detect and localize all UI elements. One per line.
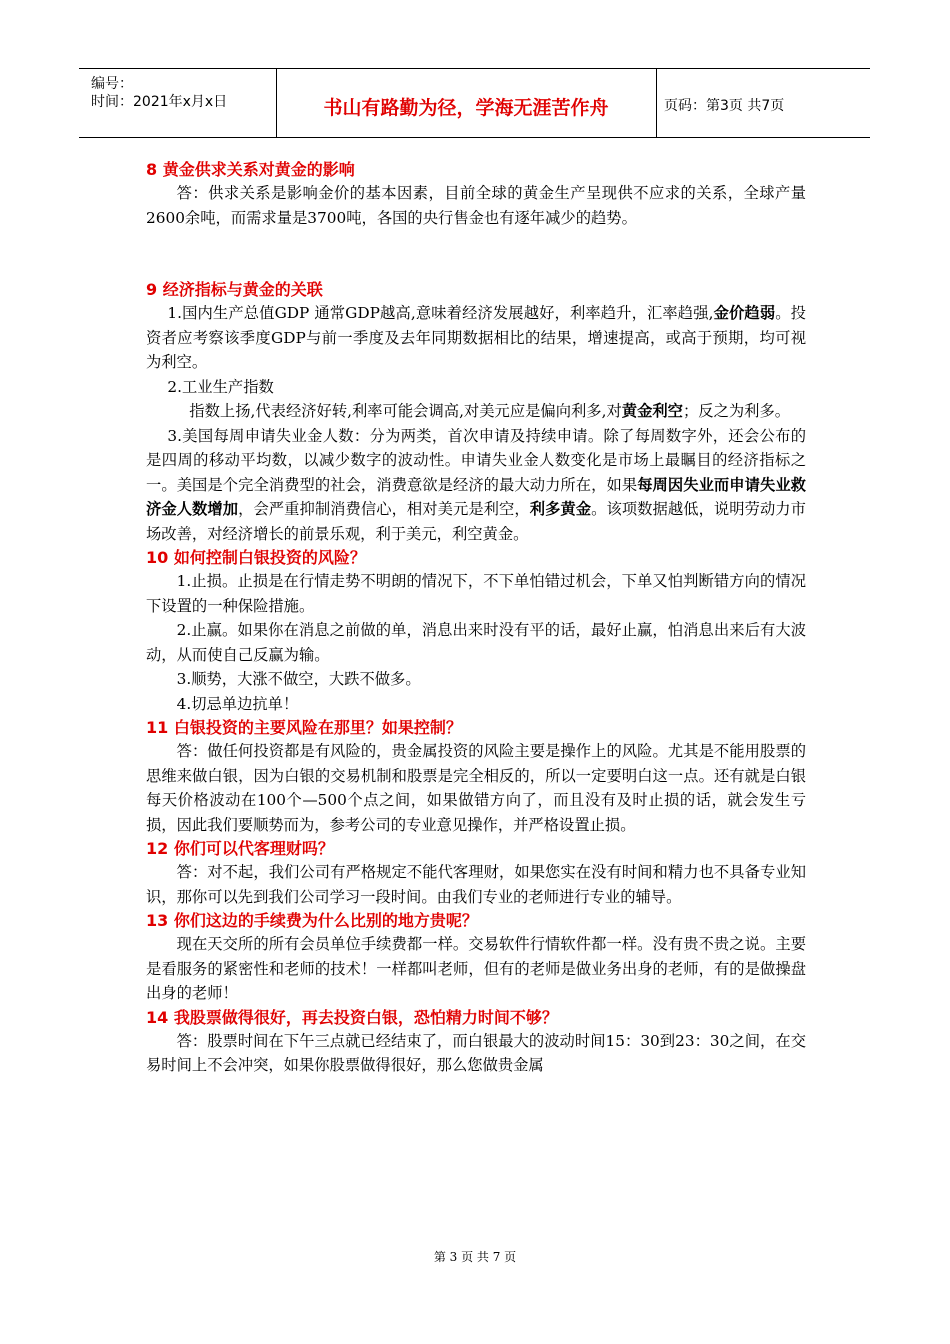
bold-run: 金价趋弱 [713, 304, 776, 322]
section-9-title: 9 经济指标与黄金的关联 [146, 280, 323, 299]
section-11-title: 11 白银投资的主要风险在那里？如果控制？ [146, 718, 462, 737]
spacer [146, 230, 806, 278]
section-11-answer: 答：做任何投资都是有风险的，贵金属投资的风险主要是操作上的风险。尤其是不能用股票的思维来做白银，因为白银的交易机制和股票是完全相反的，所以一定要明白这一点。还有就是白银每天价格波动在100个—500个点之间，如果做错方向了，而且没有及时止损的话，就会发生亏损，因此我们要顺势而为，参考公司的专业意见操作，并严格设置止损。 [146, 742, 806, 834]
text-run: ，会严重抑制消费信心，相对美元是利空， [238, 500, 530, 518]
section-13-answer: 现在天交所的所有会员单位手续费都一样。交易软件行情软件都一样。没有贵不贵之说。主要是看服务的紧密性和老师的技术！一样都叫老师，但有的老师是做业务出身的老师，有的是做操盘出身的老师！ [146, 935, 806, 1002]
bold-run: 黄金利空 [621, 402, 683, 420]
section-9-item-2-detail [146, 399, 806, 424]
section-14-title: 14 我股票做得很好，再去投资白银，恐怕精力时间不够？ [146, 1007, 558, 1027]
section-8-answer: 答：供求关系是影响金价的基本因素，目前全球的黄金生产呈现供不应求的关系，全球产量2600余吨，而需求量是3700吨，各国的央行售金也有逐年减少的趋势。 [146, 184, 806, 227]
header-motto-cell [276, 69, 657, 137]
section-10-title: 10 如何控制白银投资的风险？ [146, 548, 366, 567]
section-8-title: 8 黄金供求关系对黄金的影响 [146, 160, 355, 179]
section-12-title: 12 你们可以代客理财吗？ [146, 839, 334, 858]
section-9-item-2: 2.工业生产指数 [167, 377, 274, 396]
section-12-answer: 答：对不起，我们公司有严格规定不能代客理财，如果您实在没有时间和精力也不具备专业知识，那你可以先到我们公司学习一段时间。由我们专业的老师进行专业的辅导。 [146, 863, 806, 906]
section-9-item-1 [146, 301, 806, 375]
bold-run: 利多黄金 [529, 500, 592, 518]
section-10-item-2: 2.止赢。如果你在消息之前做的单，消息出来时没有平的话，最好止赢，怕消息出来后有大波动，从而使自己反赢为输。 [146, 621, 806, 664]
text-run: 。该项数据越低，说明劳动力市场改善，对经济增长的前景乐观，利于美元，利空黄金。 [146, 500, 806, 543]
section-10-item-1: 1.止损。止损是在行情走势不明朗的情况下，不下单怕错过机会，下单又怕判断错方向的情况下设置的一种保险措施。 [146, 572, 806, 615]
section-9-item-3 [146, 424, 806, 547]
text-run: ；反之为利多。 [682, 402, 791, 420]
page-header [79, 68, 870, 138]
time-label: 时间：2021年x月x日 [91, 94, 228, 110]
page-info: 页码：第3页 共7页 [664, 98, 785, 114]
text-run: 指数上扬,代表经济好转,利率可能会调高,对美元应是偏向利多,对 [189, 402, 622, 420]
section-10-item-4: 4.切忌单边抗单！ [176, 694, 299, 713]
number-label: 编号： [91, 76, 133, 92]
page-footer: 第 3 页 共 7 页 [433, 1250, 517, 1264]
section-10-item-3: 3.顺势，大涨不做空，大跌不做多。 [176, 670, 421, 688]
document-body [146, 158, 806, 1078]
section-13-title: 13 你们这边的手续费为什么比别的地方贵呢？ [146, 911, 478, 930]
text-run: 1.国内生产总值GDP 通常GDP越高,意味着经济发展越好，利率趋升，汇率趋强, [167, 304, 714, 322]
section-14-answer: 答：股票时间在下午三点就已经结束了，而白银最大的波动时间15：30到23：30之间，在交易时间上不会冲突，如果你股票做得很好，那么您做贵金属 [146, 1031, 806, 1074]
header-page-cell [656, 69, 870, 137]
text-run: 3.美国每周申请失业金人数：分为两类，首次申请及持续申请。除了每周数字外，还会公布的是四周的移动平均数，以减少数字的波动性。申请失业金人数变化是市场上最瞩目的经济指标之一。美国是个完全消费型的社会，消费意欲是经济的最大动力所在，如果 [146, 426, 806, 494]
motto: 书山有路勤为径，学海无涯苦作舟 [323, 97, 609, 119]
header-left-cell [79, 69, 277, 137]
bold-run: 每周因失业而申请失业救济金人数增加 [146, 475, 806, 518]
text-run: 。投资者应考察该季度GDP与前一季度及去年同期数据相比的结果，增速提高，或高于预期，均可视为利空。 [146, 304, 806, 371]
